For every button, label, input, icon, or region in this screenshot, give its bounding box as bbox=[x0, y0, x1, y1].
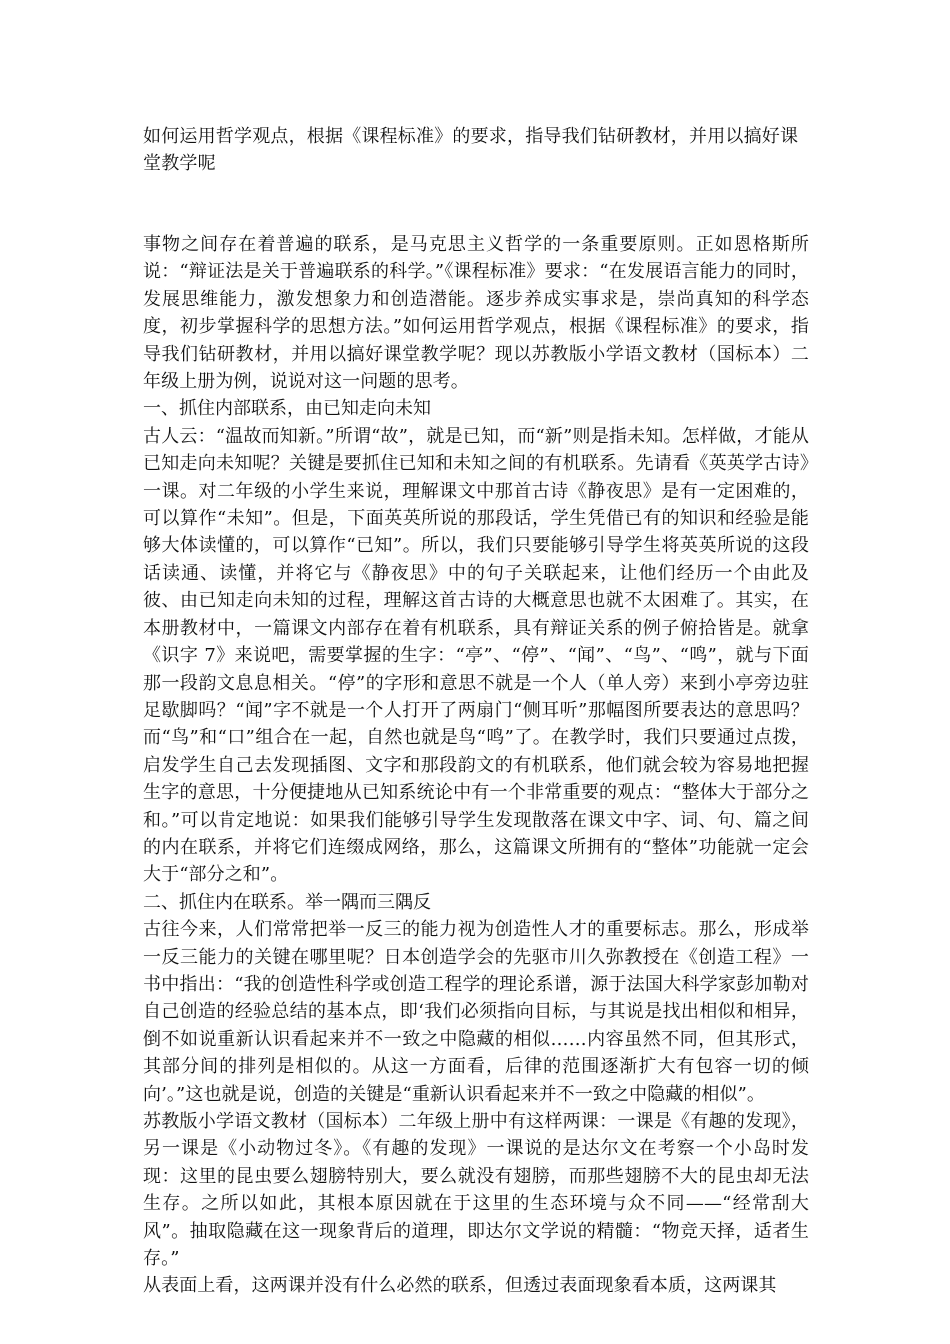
document-page bbox=[143, 123, 809, 1300]
paragraph-section-2: 古往今来，人们常常把举一反三的能力视为创造性人才的重要标志。那么，形成举一反三能力的关键在哪里呢？日本创造学会的先驱市川久弥教授在《创造工程》一书中指出：“我的创造性科学或创造工程学的理论系谱，源于法国大科学家彭加勒对自己创造的经验总结的基本点，即‘我们必须指向目标，与其说是找出相似和相异，倒不如说重新认识看起来并不一致之中隐藏的相似……内容虽然不同，但其形式，其部分间的排列是相似的。从这一方面看，后律的范围逐渐扩大有包容一切的倾向’。”这也就是说，创造的关键是“重新认识看起来并不一致之中隐藏的相似”。 bbox=[143, 919, 809, 1105]
paragraph-intro: 事物之间存在着普遍的联系，是马克思主义哲学的一条重要原则。正如恩格斯所说：“辩证法是关于普遍联系的科学。”《课程标准》要求：“在发展语言能力的同时，发展思维能力，激发想象力和创造潜能。逐步养成实事求是，崇尚真知的科学态度，初步掌握科学的思想方法。”如何运用哲学观点，根据《课程标准》的要求，指导我们钻研教材，并用以搞好课堂教学呢？现以苏教版小学语文教材（国标本）二年级上册为例，说说对这一问题的思考。 bbox=[143, 234, 809, 393]
paragraph-section-2-example: 苏教版小学语文教材（国标本）二年级上册中有这样两课：一课是《有趣的发现》，另一课是《小动物过冬》。《有趣的发现》一课说的是达尔文在考察一个小岛时发现：这里的昆虫要么翅膀特别大，要么就没有翅膀，而那些翅膀不大的昆虫却无法生存。之所以如此，其根本原因就在于这里的生态环境与众不同——“经常刮大风”。抽取隐藏在这一现象背后的道理，即达尔文学说的精髓：“物竞天择，适者生存。” bbox=[143, 1111, 809, 1270]
paragraph-section-2-continued: 从表面上看，这两课并没有什么必然的联系，但透过表面现象看本质，这两课其 bbox=[143, 1275, 777, 1297]
section-heading-1: 一、抓住内部联系，由已知走向未知 bbox=[143, 398, 431, 420]
page-title: 如何运用哲学观点，根据《课程标准》的要求，指导我们钻研教材，并用以搞好课堂教学呢 bbox=[143, 126, 799, 174]
section-heading-2: 二、抓住内在联系。举一隅而三隅反 bbox=[143, 891, 431, 913]
paragraph-section-1: 古人云：“温故而知新。”所谓“故”，就是已知，而“新”则是指未知。怎样做，才能从已知走向未知呢？关键是要抓住已知和未知之间的有机联系。先请看《英英学古诗》一课。对二年级的小学生来说，理解课文中那首古诗《静夜思》是有一定困难的，可以算作“未知”。但是，下面英英所说的那段话，学生凭借已有的知识和经验是能够大体读懂的，可以算作“已知”。所以，我们只要能够引导学生将英英所说的这段话读通、读懂，并将它与《静夜思》中的句子关联起来，让他们经历一个由此及彼、由已知走向未知的过程，理解这首古诗的大概意思也就不太困难了。其实，在本册教材中，一篇课文内部存在着有机联系，具有辩证关系的例子俯拾皆是。就拿《识字 7》来说吧，需要掌握的生字：“亭”、“停”、“闻”、“鸟”、“鸣”，就与下面那一段韵文息息相关。“停”的字形和意思不就是一个人（单人旁）来到小亭旁边驻足歇脚吗？“闻”字不就是一个人打开了两扇门“侧耳听”那幅图所要表达的意思吗？而“鸟”和“口”组合在一起，自然也就是鸟“鸣”了。在教学时，我们只要通过点拨，启发学生自己去发现插图、文字和那段韵文的有机联系，他们就会较为容易地把握生字的意思，十分便捷地从已知系统论中有一个非常重要的观点：“整体大于部分之和。”可以肯定地说：如果我们能够引导学生发现散落在课文中字、词、句、篇之间的内在联系，并将它们连缀成网络，那么，这篇课文所拥有的“整体”功能就一定会大于“部分之和”。 bbox=[143, 425, 809, 886]
document-body bbox=[143, 231, 809, 1300]
